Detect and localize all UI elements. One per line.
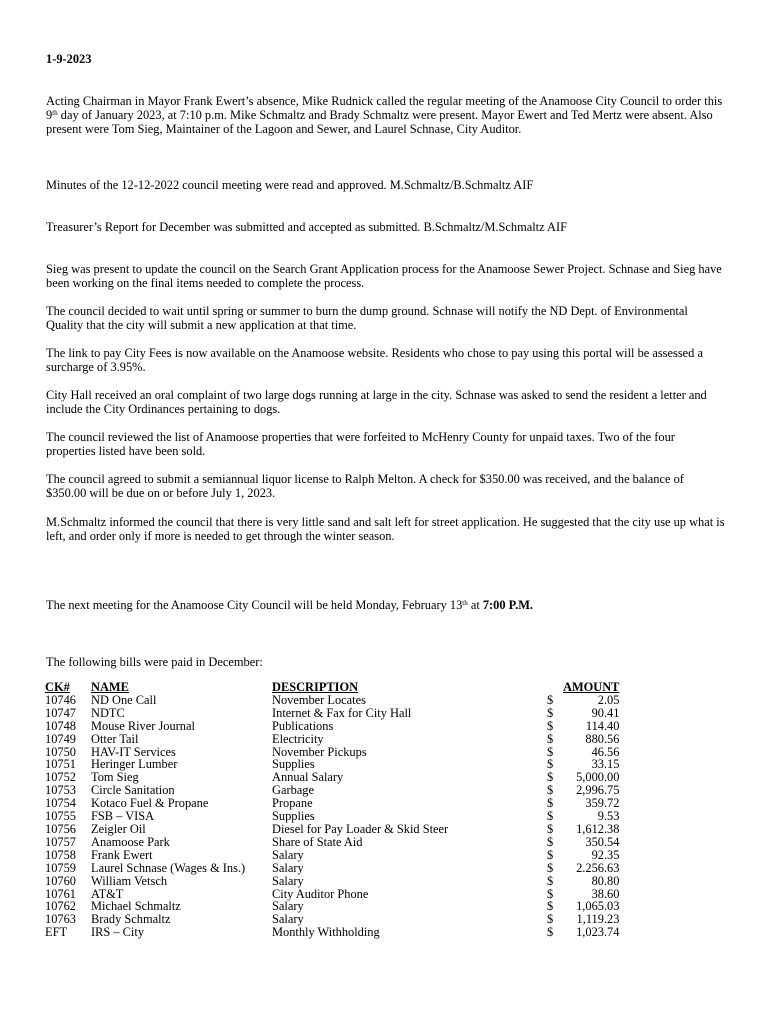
bill-description: Monthly Withholding: [272, 925, 380, 940]
table-row: [45, 694, 619, 707]
payee-name: Michael Schmaltz: [91, 899, 181, 914]
bills-table: [45, 681, 619, 939]
treasurer-report: Treasurer’s Report for December was submitted and accepted as submitted. B.Schmaltz/M.Schmaltz AIF: [46, 220, 567, 234]
bill-amount: 2,996.75: [576, 783, 620, 798]
dollar-sign: $: [547, 860, 554, 875]
bill-amount: 1,612.38: [576, 821, 620, 836]
dollar-sign: $: [547, 796, 554, 811]
bill-description: Salary: [272, 873, 304, 888]
dollar-sign: $: [547, 744, 554, 759]
dog-complaint-paragraph: City Hall received an oral complaint of two large dogs running at large in the city. Schnase was asked to send the resident a letter and include the City Ordinances pertaining to dogs.: [46, 388, 707, 416]
liquor-license-paragraph: The council agreed to submit a semiannual liquor license to Ralph Melton. A check for $350.00 was received, and the balance of $350.00 will be due on or before July 1, 2023.: [46, 472, 684, 500]
bill-description: Publications: [272, 718, 334, 733]
bill-description: November Locates: [272, 692, 366, 707]
check-number: 10753: [45, 783, 76, 798]
forfeited-properties-paragraph: The council reviewed the list of Anamoose properties that were forfeited to McHenry County for unpaid taxes. Two of the four properties listed have been sold.: [46, 430, 675, 458]
payee-name: Heringer Lumber: [91, 757, 178, 772]
check-number: 10756: [45, 821, 76, 836]
opening-paragraph: Acting Chairman in Mayor Frank Ewert’s absence, Mike Rudnick called the regular meeting of the Anamoose City Council to order this 9th day of January 2023, at 7:10 p.m. Mike Schmaltz and Brady Schmaltz were present. Mayor Ewert and Ted Mertz were absent. Also present were Tom Sieg, Maintainer of the Lagoon and Sewer, and Laurel Schnase, City Auditor.: [46, 94, 723, 136]
bill-description: Supplies: [272, 809, 315, 824]
check-number: 10757: [45, 834, 76, 849]
bill-amount: 1,065.03: [576, 899, 620, 914]
dollar-sign: $: [547, 692, 554, 707]
payee-name: AT&T: [91, 886, 124, 901]
payee-name: Frank Ewert: [91, 847, 153, 862]
bill-description: Propane: [272, 796, 313, 811]
payee-name: Anamoose Park: [91, 834, 170, 849]
bills-intro: The following bills were paid in December:: [46, 655, 263, 669]
bill-amount: 80.80: [591, 873, 620, 888]
check-number: 10748: [45, 718, 76, 733]
table-row: [45, 823, 619, 836]
bill-amount: 9.53: [597, 809, 620, 824]
bill-description: November Pickups: [272, 744, 367, 759]
check-number: EFT: [45, 925, 68, 940]
check-number: 10758: [45, 847, 76, 862]
dollar-sign: $: [547, 783, 554, 798]
header-name: NAME: [91, 680, 129, 694]
payee-name: Laurel Schnase (Wages & Ins.): [91, 860, 246, 875]
bill-description: Diesel for Pay Loader & Skid Steer: [272, 821, 449, 836]
bill-amount: 5,000.00: [576, 770, 620, 785]
dollar-sign: $: [547, 809, 554, 824]
bill-description: Salary: [272, 860, 304, 875]
bill-description: Garbage: [272, 783, 314, 798]
check-number: 10761: [45, 886, 76, 901]
payee-name: Brady Schmaltz: [91, 912, 171, 927]
bill-description: Share of State Aid: [272, 834, 363, 849]
table-row: [45, 707, 619, 720]
bill-amount: 2.05: [597, 692, 620, 707]
table-row: [45, 849, 619, 862]
bill-description: Electricity: [272, 731, 324, 746]
dollar-sign: $: [547, 821, 554, 836]
check-number: 10747: [45, 705, 76, 720]
header-ck: CK#: [45, 680, 70, 694]
bill-amount: 33.15: [591, 757, 620, 772]
bill-amount: 2.256.63: [576, 860, 620, 875]
payee-name: ND One Call: [91, 692, 157, 707]
dollar-sign: $: [547, 757, 554, 772]
dollar-sign: $: [547, 925, 554, 940]
payee-name: Otter Tail: [91, 731, 139, 746]
bills-table-body: [45, 694, 619, 939]
bill-amount: 38.60: [591, 886, 620, 901]
bill-description: Annual Salary: [272, 770, 344, 785]
dollar-sign: $: [547, 731, 554, 746]
check-number: 10755: [45, 809, 76, 824]
bill-amount: 880.56: [585, 731, 620, 746]
bill-amount: 1,119.23: [576, 912, 620, 927]
payee-name: Tom Sieg: [91, 770, 139, 785]
dollar-sign: $: [547, 873, 554, 888]
payee-name: IRS – City: [91, 925, 145, 940]
check-number: 10759: [45, 860, 76, 875]
bill-amount: 1,023.74: [576, 925, 620, 940]
dollar-sign: $: [547, 912, 554, 927]
bill-amount: 46.56: [591, 744, 620, 759]
dollar-sign: $: [547, 899, 554, 914]
minutes-approval: Minutes of the 12-12-2022 council meeting were read and approved. M.Schmaltz/B.Schmaltz AIF: [46, 178, 534, 192]
payee-name: Kotaco Fuel & Propane: [91, 796, 209, 811]
check-number: 10754: [45, 796, 76, 811]
dollar-sign: $: [547, 886, 554, 901]
table-row: [45, 720, 619, 733]
bill-description: Supplies: [272, 757, 315, 772]
bill-amount: 90.41: [591, 705, 620, 720]
check-number: 10762: [45, 899, 76, 914]
bill-amount: 359.72: [585, 796, 620, 811]
table-row: [45, 862, 619, 875]
bill-amount: 114.40: [585, 718, 620, 733]
table-row: [45, 836, 619, 849]
sewer-grant-paragraph: Sieg was present to update the council on the Search Grant Application process for the Anamoose Sewer Project. Schnase and Sieg have been working on the final items needed to complete the process.: [46, 262, 722, 290]
dollar-sign: $: [547, 705, 554, 720]
check-number: 10750: [45, 744, 76, 759]
payee-name: William Vetsch: [91, 873, 168, 888]
sand-salt-paragraph: M.Schmaltz informed the council that there is very little sand and salt left for street application. He suggested that the city use up what is left, and order only if more is needed to get through the winter season.: [46, 515, 725, 543]
check-number: 10760: [45, 873, 76, 888]
bill-description: Salary: [272, 912, 304, 927]
table-row: [45, 875, 619, 888]
dollar-sign: $: [547, 718, 554, 733]
payee-name: FSB – VISA: [91, 809, 155, 824]
payee-name: Zeigler Oil: [91, 821, 146, 836]
dump-ground-paragraph: The council decided to wait until spring or summer to burn the dump ground. Schnase will notify the ND Dept. of Environmental Quality that the city will submit a new application at that time.: [46, 304, 688, 332]
check-number: 10752: [45, 770, 76, 785]
bill-amount: 92.35: [591, 847, 620, 862]
bill-description: Salary: [272, 899, 304, 914]
bill-description: Internet & Fax for City Hall: [272, 705, 412, 720]
dollar-sign: $: [547, 834, 554, 849]
meeting-date: 1-9-2023: [46, 52, 92, 66]
payee-name: HAV-IT Services: [91, 744, 176, 759]
payee-name: Circle Sanitation: [91, 783, 175, 798]
bill-description: Salary: [272, 847, 304, 862]
check-number: 10746: [45, 692, 76, 707]
check-number: 10751: [45, 757, 76, 772]
bill-description: City Auditor Phone: [272, 886, 369, 901]
payee-name: Mouse River Journal: [91, 718, 195, 733]
header-amount: AMOUNT: [563, 680, 620, 694]
table-row: [45, 733, 619, 746]
city-fees-paragraph: The link to pay City Fees is now available on the Anamoose website. Residents who chose to pay using this portal will be assessed a surcharge of 3.95%.: [46, 346, 703, 374]
header-description: DESCRIPTION: [272, 680, 359, 694]
check-number: 10763: [45, 912, 76, 927]
dollar-sign: $: [547, 770, 554, 785]
bill-amount: 350.54: [585, 834, 620, 849]
bills-table-header: [45, 681, 619, 694]
table-row: [45, 926, 619, 939]
next-meeting: The next meeting for the Anamoose City Council will be held Monday, February 13th at 7:00 P.M.: [46, 598, 533, 612]
check-number: 10749: [45, 731, 76, 746]
dollar-sign: $: [547, 847, 554, 862]
payee-name: NDTC: [91, 705, 125, 720]
